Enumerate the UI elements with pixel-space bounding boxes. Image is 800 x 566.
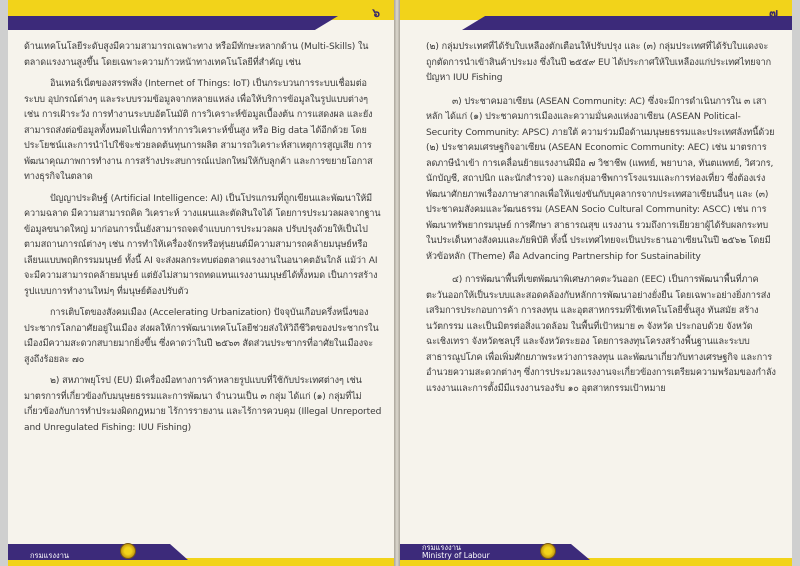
footer [8, 540, 394, 566]
footer-label-thai: กรมแรงงาน [422, 543, 462, 552]
paragraph-asean: ๓) ประชาคมอาเซียน (ASEAN Community: AC) ซึ่งจะมีการดำเนินการใน ๓ เสาหลัก ได้แก่ (๑) ประชาคมการเมืองและความมั่นคงแห่งอาเซียน (ASEAN Political-Security Community: APSC) ภายใต้ ความร่วมมือด้านมนุษยธรรมและประเทศลังทนี้ด้วย (๒) ประชาคมเศรษฐกิจอาเซียน (ASEAN Economic Community: AEC) เช่น มาตรการลดภาษีนำเข้า การเคลื่อนย้ายแรงงานฝีมือ ๗ วิชาชีพ (แพทย์, พยาบาล, ทันตแพทย์, วิศวกร, นักบัญชี, สถาปนิก และนักสำรวจ) และกลุ่มอาชีพการโรงแรมและการท่องเที่ยว ซึ่งต้องเร่งพัฒนาศักยภาพเรื่องภาษาสากลเพื่อให้แข่งขันกับบุคลากรจากประเทศอาเซียนอื่นๆ และ (๓) ประชาคมสังคมและวัฒนธรรม (ASEAN Socio Cultural Community: ASCC) เช่น การพัฒนาทรัพยากรมนุษย์ การศึกษา สาธารณสุข แรงงาน รวมถึงการเยียวยาผู้ได้รับผลกระทบในประเด็นทางสังคมและภัยพิบัติ ทั้งนี้ ประเทศไทยจะเป็นประธานอาเซียนในปี ๒๕๖๒ โดยมีหัวข้อหลัก (Theme) คือ Advancing Partnership for Sustainability [426, 96, 775, 262]
paragraph-intro: ด้านเทคโนโลยีระดับสูงมีความสามารถเฉพาะทาง หรือมีทักษะหลากด้าน (Multi-Skills) ในตลาดแรงงานสูงขึ้น โดยเฉพาะความก้าวหน้าทางเทคโนโลยีที่สำคัญ เช่น [24, 42, 369, 68]
paragraph-eec: ๔) การพัฒนาพื้นที่เขตพัฒนาพิเศษภาคตะวันออก (EEC) เป็นการพัฒนาพื้นที่ภาคตะวันออกให้เป็นระบบและสอดคล้องกับหลักการพัฒนาอย่างยั่งยืน โดยเฉพาะอย่างยิ่งการส่งเสริมการประกอบการค้า การลงทุน และอุตสาหกรรมที่ใช้เทคโนโลยีชั้นสูง ทันสมัย สร้างนวัตกรรม และเป็นมิตรต่อสิ่งแวดล้อม ในพื้นที่เป้าหมาย ๓ จังหวัด ประกอบด้วย จังหวัดฉะเชิงเทรา จังหวัดชลบุรี และจังหวัดระยอง โดยการลงทุนโครงสร้างพื้นฐานและระบบสาธารณูปโภค เพื่อเพิ่มศักยภาพระหว่างการลงทุน และพัฒนาเกี่ยวกับทางเศรษฐกิจ และการอำนวยความสะดวกต่างๆ ซึ่งการประมวลแรงงานจะเกี่ยวข้องการเตรียมความพร้อมของกำลังแรงงานและการตั้งมีมีแรงงานรองรับ ๑๐ อุตสาหกรรมเป้าหมาย [426, 275, 776, 394]
right-page [400, 0, 792, 566]
header-purple-band [8, 16, 338, 30]
paragraph-iuu-continued: (๒) กลุ่มประเทศที่ได้รับใบเหลืองตักเตือนให้ปรับปรุง และ (๓) กลุ่มประเทศที่ได้รับใบแดงจะถูกตัดการนำเข้าสินค้าประมง ซึ่งในปี ๒๕๕๙ EU ได้ประกาศให้ใบเหลืองแก่ประเทศไทยจากปัญหา IUU Fishing [426, 42, 772, 83]
left-page-body [24, 40, 382, 532]
footer [400, 540, 792, 566]
header-purple-band [462, 16, 792, 30]
footer-label-english: Ministry of Labour [422, 551, 490, 560]
paragraph-eu: ๒) สหภาพยุโรป (EU) มีเครื่องมือทางการค้าหลายรูปแบบที่ใช้กับประเทศต่างๆ เช่นมาตรการที่เกี่ยวข้องกับมนุษยธรรมและการพัฒนา จำนวนเป็น ๓ กลุ่ม ได้แก่ (๑) กลุ่มที่ไม่เกี่ยวข้องกับการทำประมงผิดกฎหมาย ไร้การรายงาน และไร้การควบคุม (Illegal Unreported and Unregulated Fishing: IUU Fishing) [24, 376, 382, 433]
ministry-logo-icon [540, 543, 556, 559]
paragraph-ai: ปัญญาประดิษฐ์ (Artificial Intelligence: AI) เป็นโปรแกรมที่ถูกเขียนและพัฒนาให้มีความฉลาด มีความสามารถคิด วิเคราะห์ วางแผนและตัดสินใจได้ โดยการประมวลผลจากฐานข้อมูลขนาดใหญ่ มาก่อนการนั้นยังสามารถจดจำแบบการประมวลผล ปรับปรุงด้วยให้เป็นไปตามสถานการณ์ต่างๆ เช่น การทำให้เครื่องจักรหรือหุ่นยนต์มีความสามารถคล้ายมนุษย์หรือเลียนแบบพฤติกรรมมนุษย์ ทั้งนี้ AI จะส่งผลกระทบต่อตลาดแรงงานในอนาคตอันใกล้ แม้ว่า AI จะมีความสามารถคล้ายมนุษย์ แต่ยังไม่สามารถทดแทนแรงงานมนุษย์ได้ทั้งหมด เป็นการสร้างรูปแบบการทำงานใหม่ๆ ที่มนุษย์ต้องปรับตัว [24, 193, 381, 297]
ministry-logo-icon [120, 543, 136, 559]
left-page [8, 0, 395, 566]
right-page-body [426, 40, 776, 532]
paragraph-urbanization: การเติบโตของสังคมเมือง (Accelerating Urbanization) ปัจจุบันเกือบครึ่งหนึ่งของประชากรโลกอาศัยอยู่ในเมือง ส่งผลให้การพัฒนาเทคโนโลยีช่วยส่งให้วิถีชีวิตของประชากรในเมืองมีความสะดวกสบายมากยิ่งขึ้น ซึ่งคาดว่าในปี ๒๕๖๓ สัดส่วนประชากรที่อาศัยในเมืองจะสูงถึงร้อยละ ๗๐ [24, 308, 379, 365]
footer-label [422, 544, 490, 560]
paragraph-iot: อินเทอร์เน็ตของสรรพสิ่ง (Internet of Things: IoT) เป็นกระบวนการระบบเชื่อมต่อระบบ อุปกรณ์ต่างๆ และระบบรวมข้อมูลจากหลายแหล่ง เพื่อให้บริการข้อมูลในรูปแบบต่างๆ เช่น การเฝ้าระวัง การทำงานระบบอัตโนมัติ การวิเคราะห์ข้อมูลเบื้องต้น การแสดงผล และยังสามารถส่งต่อข้อมูลทั้งหมดไปเพื่อการทำการวิเคราะห์ขั้นสูง หรือ Big data ได้อีกด้วย โดยประโยชน์และการนำไปใช้จะช่วยลดต้นทุนการผลิต สามารถวิเคราะห์สาเหตุการสูญเสีย การพัฒนาคุณภาพการทำงาน การสร้างประสบการณ์แปลกใหม่ให้กับลูกค้า และการขยายโอกาสทางธุรกิจในตลาด [24, 79, 373, 182]
page-number: ๗ [768, 6, 778, 20]
footer-label: กรมแรงงาน [30, 551, 70, 560]
page-number: ๖ [372, 6, 380, 20]
